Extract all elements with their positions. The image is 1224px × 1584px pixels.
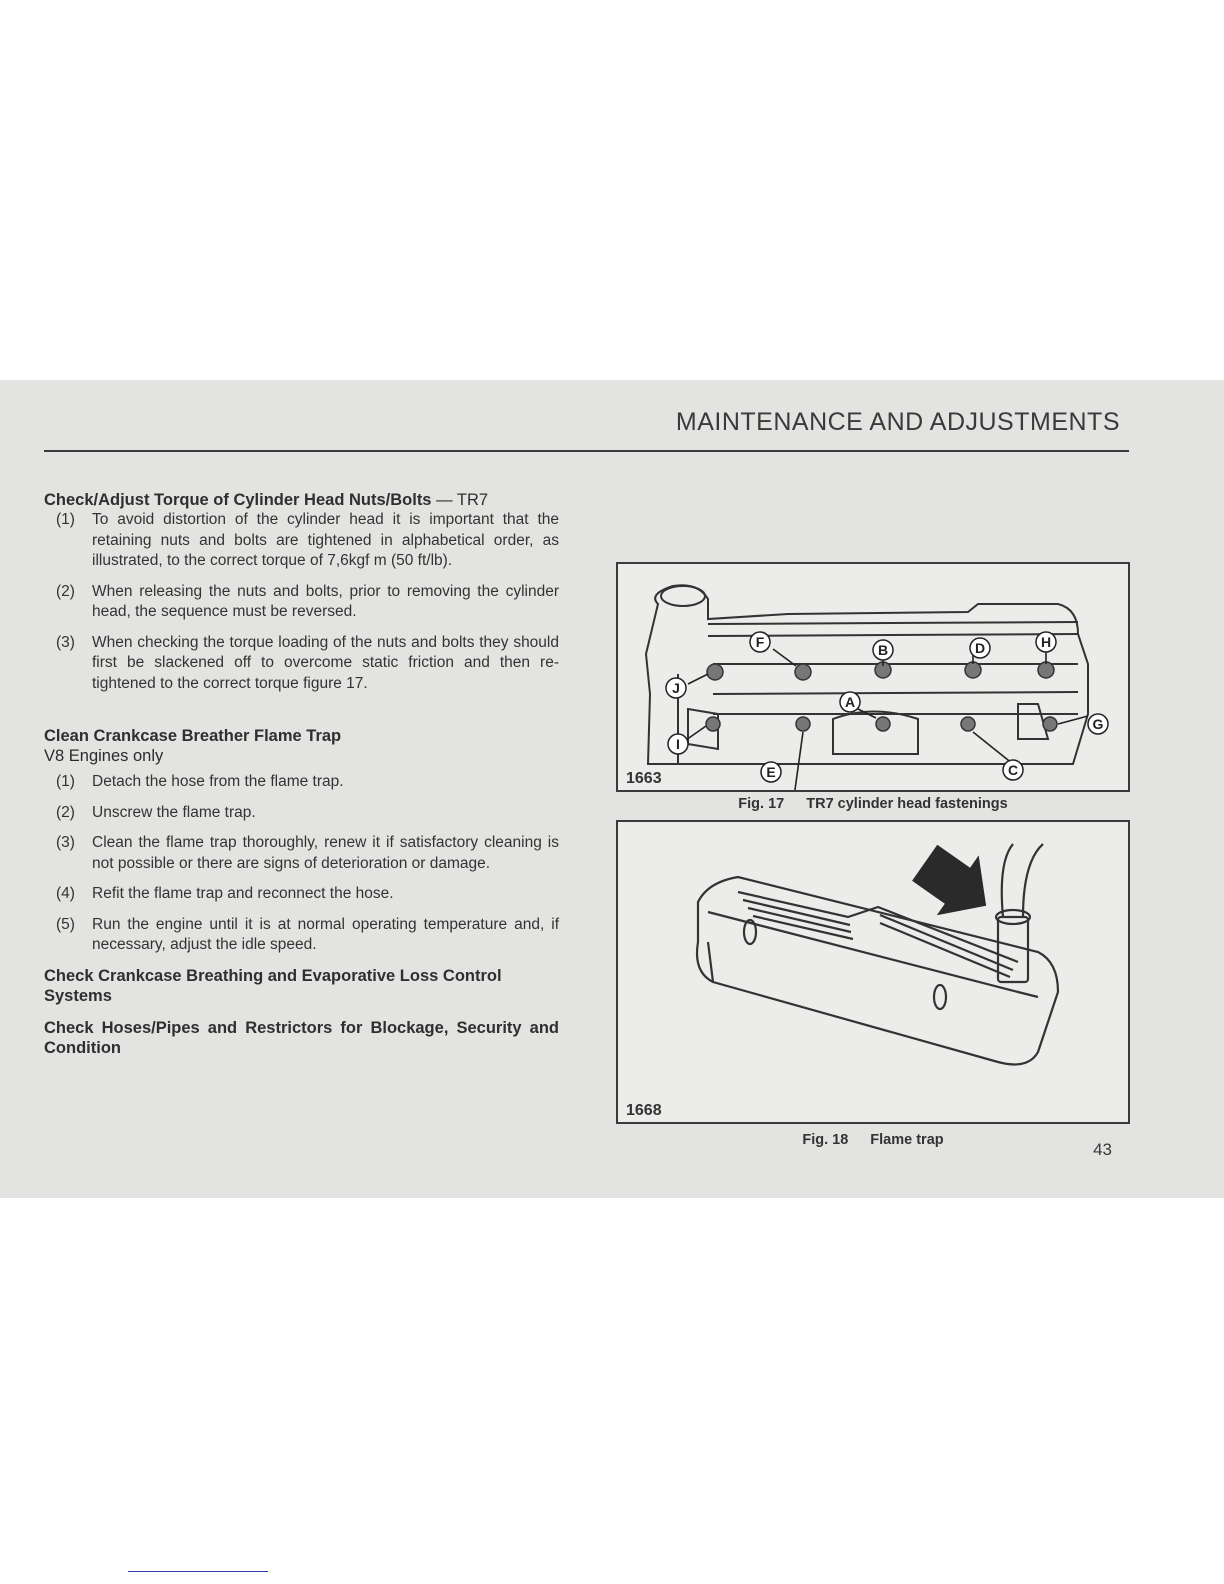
bottom-divider — [128, 1571, 268, 1572]
callout-b-label: B — [877, 642, 889, 658]
list-item: (1) To avoid distortion of the cylinder head it is important that the retaining nuts and bolts are tightened in alphabetical order, as illustrated, to the correct torque of 7,6kgf m (50 ft/lb). — [56, 511, 559, 569]
list-item: (4) Refit the flame trap and reconnect the hose. — [56, 885, 394, 902]
figure-17-caption: Fig. 17 TR7 cylinder head fastenings — [738, 796, 1008, 812]
callout-g-label: G — [1092, 716, 1104, 732]
section-heading-breathing: Check Crankcase Breathing and Evaporative Loss Control Systems — [44, 966, 502, 1005]
scanned-page — [0, 380, 1224, 1198]
page-number: 43 — [1093, 1140, 1112, 1159]
callout-j-label: J — [672, 680, 680, 696]
torque-steps — [44, 510, 559, 694]
arrow-icon — [904, 832, 1007, 935]
list-item: (2) When releasing the nuts and bolts, prior to removing the cylinder head, the sequence must be reversed. — [56, 582, 559, 620]
flame-trap-drawing — [618, 822, 1128, 1122]
figure-18-id: 1668 — [626, 1102, 662, 1119]
callout-i-label: I — [676, 736, 680, 752]
section-heading-flame-trap: Clean Crankcase Breather Flame Trap — [44, 727, 342, 745]
callout-e-label: E — [766, 764, 776, 780]
list-item: (2) Unscrew the flame trap. — [56, 803, 256, 821]
figure-18-illustration — [616, 820, 1130, 1124]
callout-f-label: F — [755, 634, 765, 650]
callout-c-label: C — [1007, 762, 1019, 778]
figure-17-illustration — [616, 562, 1130, 792]
callout-h-label: H — [1040, 634, 1052, 650]
callout-d-label: D — [974, 640, 986, 656]
section-heading-hoses: Check Hoses/Pipes and Restrictors for Blockage, Security and Condition — [44, 1018, 559, 1057]
section-heading-torque: Check/Adjust Torque of Cylinder Head Nuts/Bolts — TR7 — [44, 491, 489, 509]
list-item: (1) Detach the hose from the flame trap. — [56, 773, 344, 790]
flame-trap-steps — [44, 772, 559, 956]
figure-17-id: 1663 — [626, 770, 662, 787]
cylinder-head-drawing — [618, 564, 1128, 790]
text-column — [44, 490, 559, 1058]
figure-18-caption: Fig. 18 Flame trap — [802, 1132, 944, 1148]
list-item: (3) Clean the flame trap thoroughly, renew it if satisfactory cleaning is not possible or there are signs of deterioration or damage. — [56, 834, 559, 872]
header-rule — [44, 450, 1129, 452]
list-item: (3) When checking the torque loading of the nuts and bolts they should first be slackened off to overcome static friction and then re-tightened to the correct torque figure 17. — [56, 633, 559, 692]
callout-a-label: A — [844, 694, 856, 710]
list-item: (5) Run the engine until it is at normal operating temperature and, if necessary, adjust the idle speed. — [56, 915, 559, 953]
section-subheading: V8 Engines only — [44, 747, 164, 765]
page-header-title: MAINTENANCE AND ADJUSTMENTS — [675, 408, 1120, 436]
